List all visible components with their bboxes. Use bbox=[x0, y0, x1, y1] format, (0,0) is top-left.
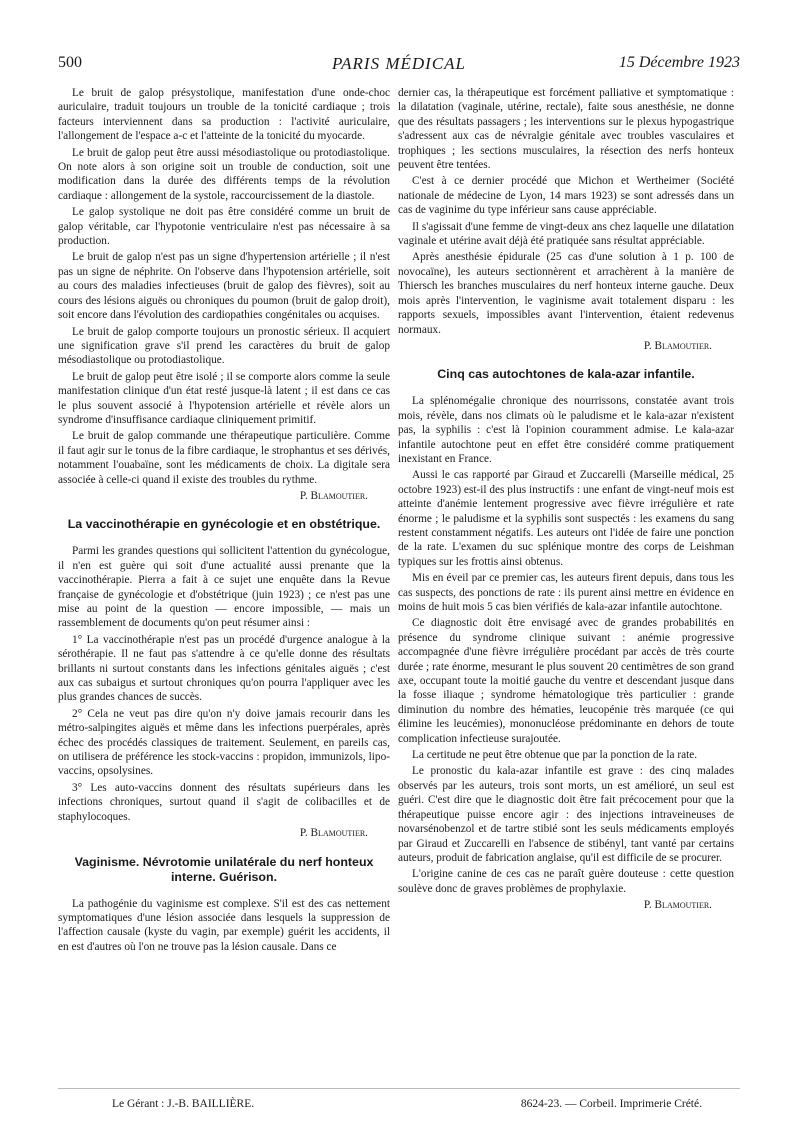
vaccino-paragraph: Parmi les grandes questions qui sollicitent l'attention du gynécologue, il n'en est guère qui soit d'une actualité aussi prenante que la vaccinothérapie. Pierra a fait à ce sujet une enquête dans la Revue française de gynécologie et d'obstétrique (juin 1923) ; ce n'est pas une mise au point de la question — encore impossible, — mais un rassemblement de documents qu'on peut résumer ainsi : bbox=[58, 545, 390, 630]
footer-gerant: Le Gérant : J.-B. BAILLIÈRE. bbox=[112, 1098, 255, 1110]
right-column bbox=[398, 86, 734, 913]
galop-paragraph: Le bruit de galop comporte toujours un pronostic sérieux. Il acquiert une signification grave s'il prend les caractères du bruit de galop mésodiastolique ou protodiastolique. bbox=[58, 325, 390, 367]
article-title-kala-azar: Cinq cas autochtones de kala-azar infantile. bbox=[437, 367, 695, 382]
kala-paragraph: La certitude ne peut être obtenue que par la ponction de la rate. bbox=[412, 749, 698, 762]
kala-paragraph: L'origine canine de ces cas ne paraît guère douteuse : cette question soulève donc de graves problèmes de prophylaxie. bbox=[398, 868, 734, 895]
author-signature: P. Blamoutier. bbox=[643, 899, 712, 912]
galop-paragraph: Le bruit de galop peut être aussi mésodiastolique ou protodiastolique. On note alors à son origine soit un trouble de conduction, soit une modification dans la durée des différents temps de la révolution cardiaque : allongement de la systole, raccourcissement de la diastole. bbox=[58, 146, 390, 202]
kala-paragraph: Ce diagnostic doit être envisagé avec de grandes probabilités en présence du syndrome clinique suivant : anémie progressive accompagnée d'une fièvre irrégulière procédant par accès de très courte durée ; rate énorme, mesurant le plus souvent 20 centimètres de son grand axe, occupant toute la moitié gauche du ventre et descendant jusque dans la fosse iliaque ; syndrome hématologique très particulier : grande diminution du nombre des hématies, leucopénie très marquée (ce qui élimine les leucémies), mononucléose prédominante en dehors de toute complication infectieuse surajoutée. bbox=[398, 617, 734, 745]
galop-paragraph: Le galop systolique ne doit pas être considéré comme un bruit de galop véritable, car l'hypotonie ventriculaire n'est pas nécessaire à sa production. bbox=[58, 206, 390, 248]
page-header bbox=[58, 54, 740, 80]
journal-title: PARIS MÉDICAL bbox=[331, 54, 467, 73]
galop-paragraph: Le bruit de galop peut être isolé ; il se comporte alors comme la seule manifestation clinique d'un état resté jusque-là latent ; il est dans ce cas le plus souvent associé à l'hypotension artérielle et révèle alors un syndrome d'insuffisance cardiaque cliniquement primitif. bbox=[58, 370, 390, 426]
kala-paragraph: Le pronostic du kala-azar infantile est grave : des cinq malades observés par les auteurs, trois sont morts, un est amélioré, un seul est guéri. C'est dire que le diagnostic doit être fait précocement pour que la thérapeutique puisse encore agir : des injections intraveineuses de novarsénobenzol et de tartre stibié sont les seuls médicaments employés par Giraud et Zuccarelli en l'absence de stibényl, tant vanté par certains auteurs, produit de fabrication anglaise, qu'il est difficile de se procurer. bbox=[398, 765, 734, 864]
vaginisme-paragraph: dernier cas, la thérapeutique est forcément palliative et symptomatique : la dilatation (vaginale, utérine, rectale), faite sous anesthésie, ne donne que des résultats passagers ; les interventions sur le plexus hypogastrique s'adressent aux cas de névralgie génitale avec troubles vasculaires et trophiques ; les sections musculaires, la résection des nerfs honteux peuvent être tentées. bbox=[398, 87, 734, 172]
vaccino-paragraph: 2° Cela ne veut pas dire qu'on n'y doive jamais recourir dans les métro-salpingites aiguës et même dans les infections puerpérales, après échec des procédés classiques de traitement. Seulement, en pareils cas, on utilisera de préférence les stock-vaccins : propidon, immunizols, lipo-vaccins, opsolysines. bbox=[58, 707, 390, 778]
galop-paragraph: Le bruit de galop présystolique, manifestation d'une onde-choc auriculaire, traduit toujours un trouble de la tonicité cardiaque ; trois facteurs interviennent dans sa production : l'activité auriculaire, l'allongement de l'espace a-c et l'atteinte de la tonicité du myocarde. bbox=[58, 87, 390, 143]
vaginisme-paragraph: Il s'agissait d'une femme de vingt-deux ans chez laquelle une dilatation vaginale et utérine avait déjà été pratiquée sans résultat appréciable. bbox=[398, 220, 734, 248]
vaginisme-paragraph: La pathogénie du vaginisme est complexe. S'il est des cas nettement symptomatiques d'une lésion associée dans lesquels la suppression de l'affection causale (kyste du vagin, par exemple) guérit les accidents, il en est d'autres où l'on ne trouve pas la lésion causale. Dans ce bbox=[58, 897, 390, 953]
kala-paragraph: Aussi le cas rapporté par Giraud et Zuccarelli (Marseille médical, 25 octobre 1923) est-il des plus instructifs : une enfant de vingt-neuf mois est atteinte d'anémie lentement progressive avec fièvre irrégulière et rate énorme ; le paludisme et la syphilis sont suspectés : les examens du sang restent constamment négatifs. Les auteurs ont l'idée de faire une ponction de la rate. L'examen du suc splénique montre des corps de Leishman typiques sur les frottis ainsi obtenus. bbox=[398, 469, 734, 568]
galop-paragraph: Le bruit de galop n'est pas un signe d'hypertension artérielle ; il n'est pas un signe de néphrite. On l'observe dans l'hypotension artérielle, soit au cours des maladies infectieuses (bruit de galop des fièvres), soit au cours des lésions aiguës ou chroniques du poumon (bruit de galop droit), soit encore dans l'évolution des cardiopathies congénitales ou acquises. bbox=[58, 251, 390, 322]
vaginisme-paragraph: C'est à ce dernier procédé que Michon et Wertheimer (Société nationale de médecine de Lyon, 14 mars 1923) se sont adressés dans un cas de vaginime du type inférieur sans cause appréciable. bbox=[398, 175, 734, 217]
article-title-vaginisme: Vaginisme. Névrotomie unilatérale du nerf honteux interne. Guérison. bbox=[74, 854, 374, 884]
author-signature: P. Blamoutier. bbox=[299, 489, 368, 502]
kala-paragraph: La splénomégalie chronique des nourrissons, constatée avant trois mois, révèle, dans nos climats où le paludisme et le kala-azar n'existent pas, la syphilis : c'est là l'opinion couramment admise. Le kala-azar infantile autochtone peut en effet être considéré comme pratiquement inexistant en France. bbox=[398, 395, 734, 465]
vaginisme-paragraph: Après anesthésie épidurale (25 cas d'une solution à 1 p. 100 de novocaïne), les auteurs sectionnèrent et arrachèrent à la manière de Thiersch les branches musculaires du nerf honteux interne gauche. Deux mois après l'intervention, le vaginisme avait totalement disparu : les rapports sexuels, impossibles avant l'intervention, étaient redevenus normaux. bbox=[398, 251, 734, 336]
kala-paragraph: Mis en éveil par ce premier cas, les auteurs firent depuis, dans tous les cas suspects, des ponctions de rate : ils purent ainsi mettre en évidence en moins de huit mois 5 cas bien vérifiés de kala-azar infantile autochtone. bbox=[398, 572, 734, 613]
footer-imprint: 8624-23. — Corbeil. Imprimerie Crété. bbox=[520, 1098, 702, 1110]
vaccino-paragraph: 1° La vaccinothérapie n'est pas un procédé d'urgence analogue à la sérothérapie. Il ne faut pas s'attendre à ce qu'elle donne des résultats brillants ni surtout constants dans les infections génitales aiguës ; c'est aux cas subaigus et surtout chroniques qu'on pourra l'appliquer avec les plus grandes chances de succès. bbox=[58, 633, 390, 704]
footer-divider bbox=[58, 1088, 740, 1089]
page-footer bbox=[60, 1098, 740, 1116]
left-column bbox=[58, 86, 390, 956]
author-signature: P. Blamoutier. bbox=[299, 827, 368, 840]
vaccino-paragraph: 3° Les auto-vaccins donnent des résultats supérieurs dans les infections chroniques, surtout quand il s'agit de colibacilles et de staphylocoques. bbox=[58, 781, 390, 823]
author-signature: P. Blamoutier. bbox=[643, 339, 712, 352]
galop-paragraph: Le bruit de galop commande une thérapeutique particulière. Comme il faut agir sur le tonus de la fibre cardiaque, le strophantus et ses dérivés, notamment l'ouabaïne, sont les médicaments de choix. La digitale sera associée à celle-ci quand il existe des troubles du rythme. bbox=[58, 430, 390, 486]
article-title-vaccinotherapie: La vaccinothérapie en gynécologie et en obstétrique. bbox=[67, 517, 381, 532]
page-number: 500 bbox=[58, 54, 82, 71]
issue-date: 15 Décembre 1923 bbox=[618, 54, 740, 71]
